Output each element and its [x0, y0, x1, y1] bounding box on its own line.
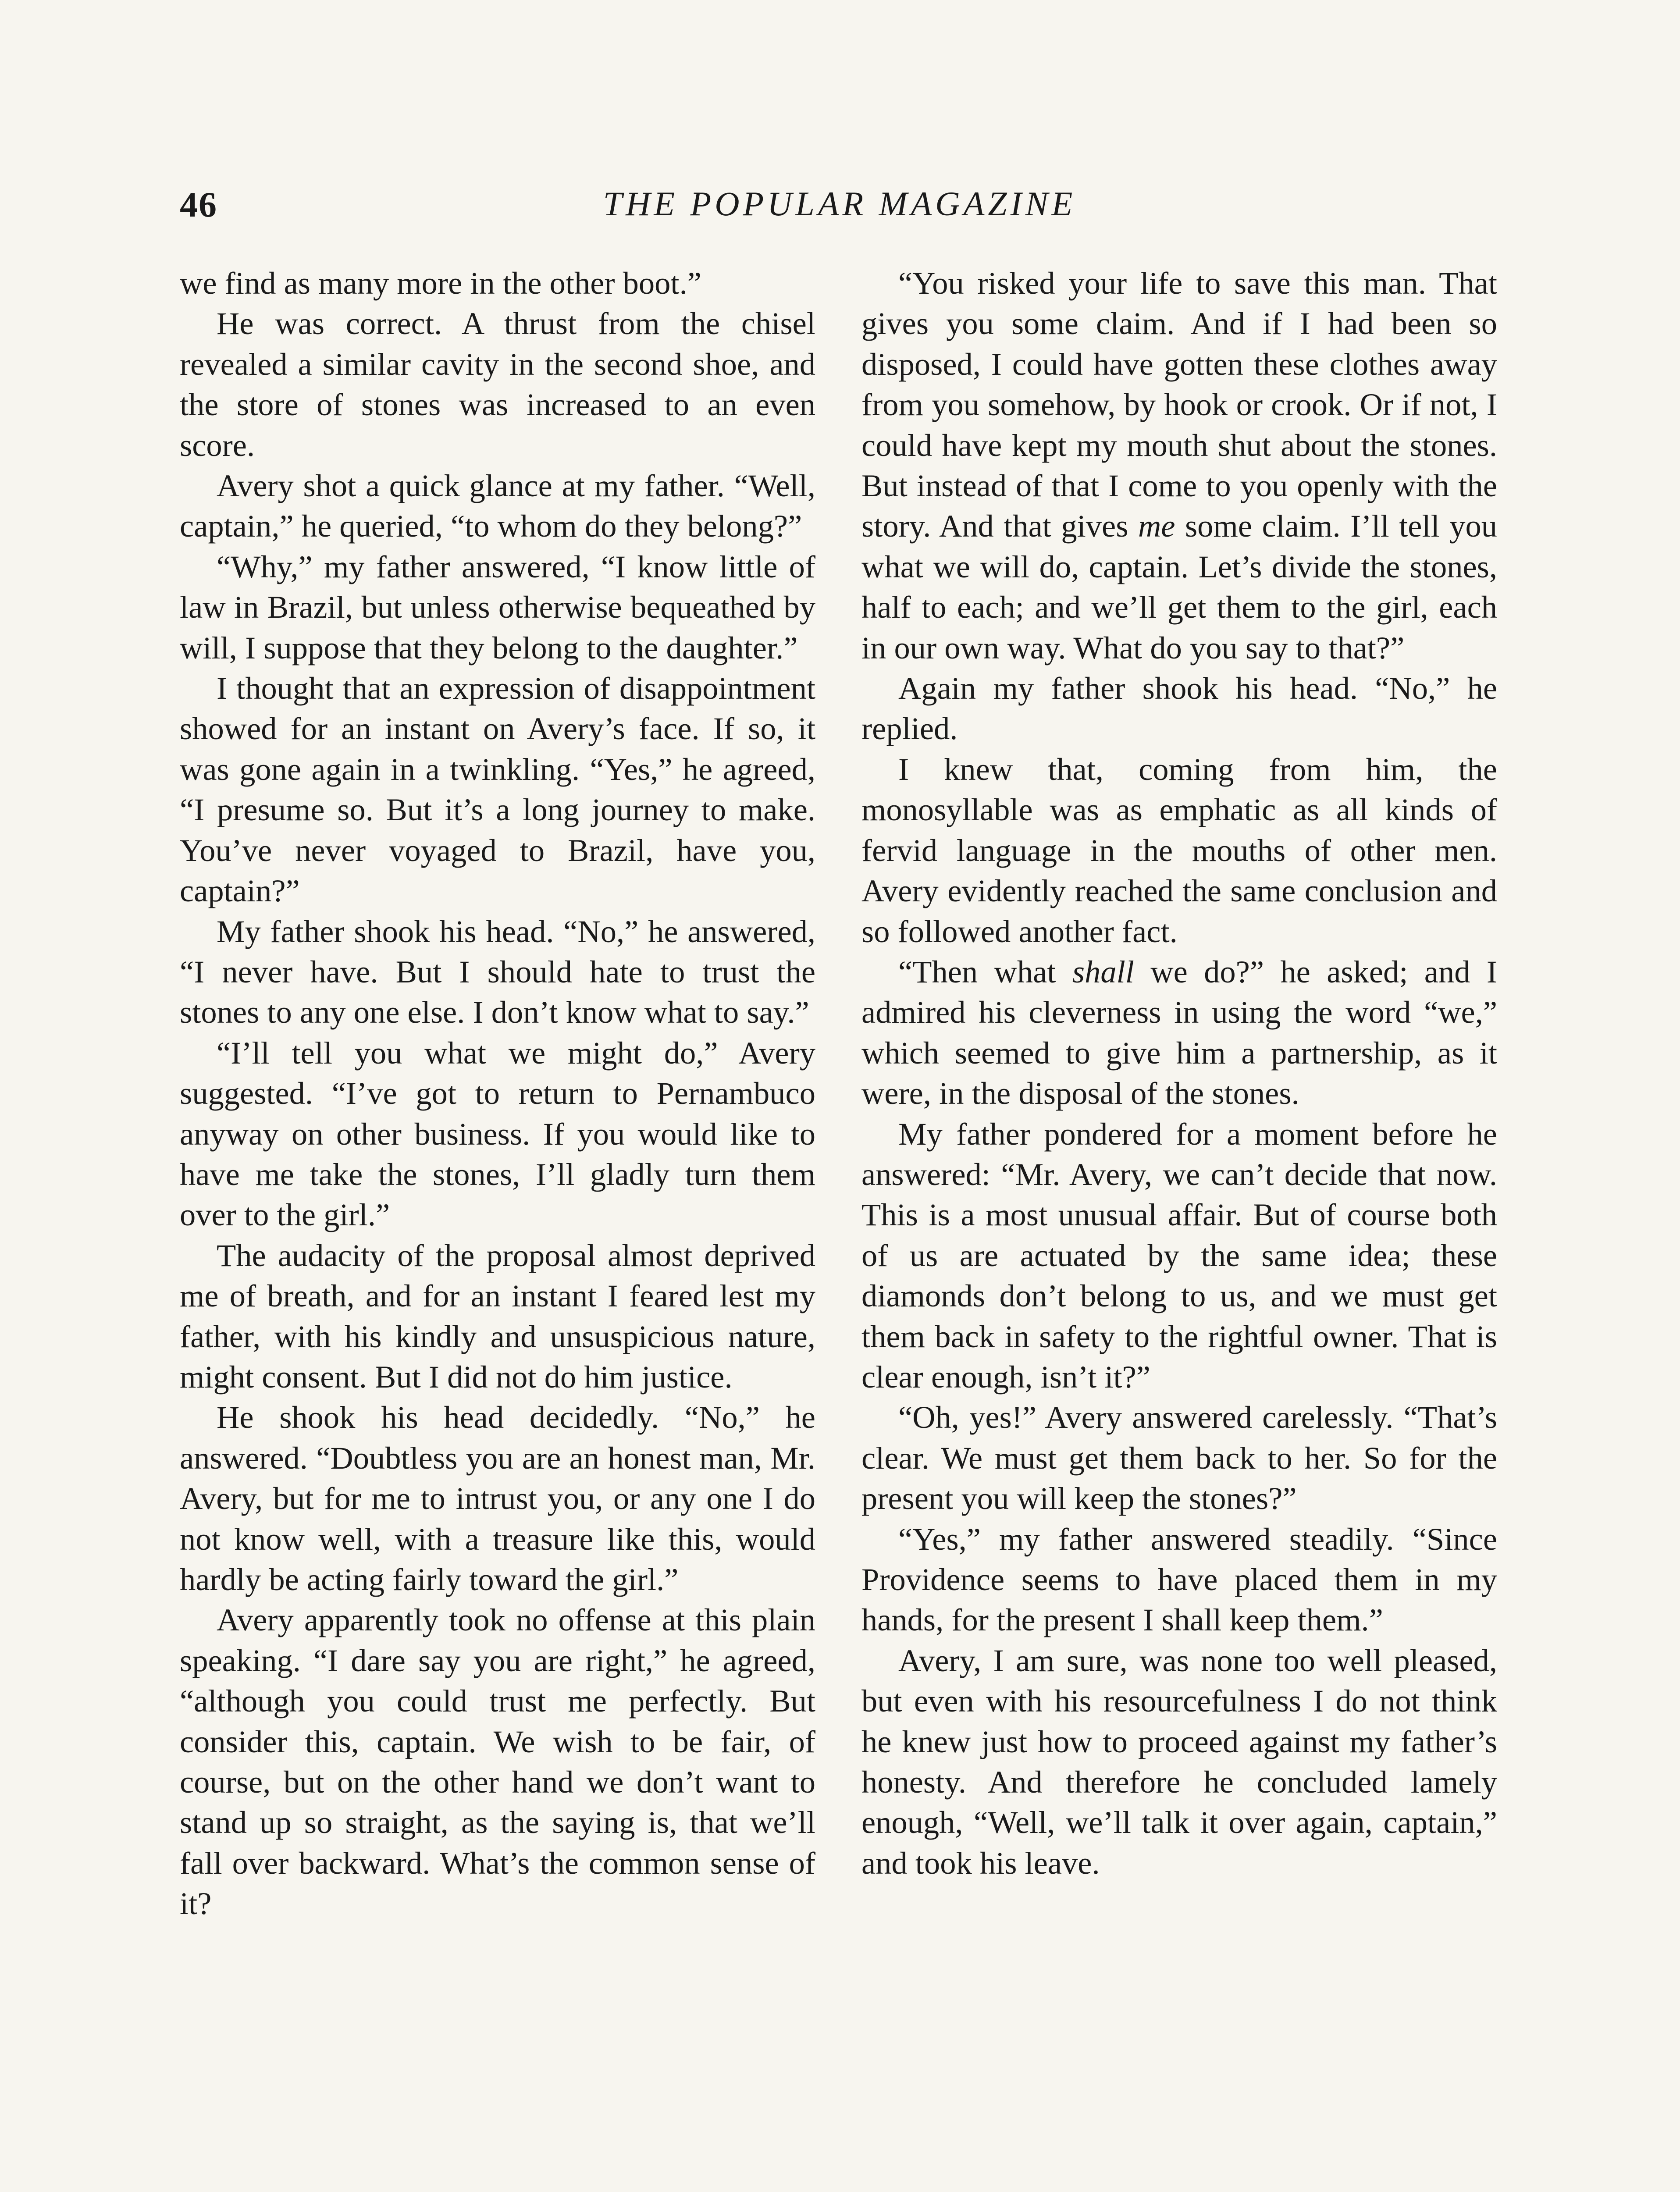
page-number: 46: [180, 185, 217, 224]
page-header: [180, 184, 1499, 232]
paragraph: Avery apparently took no offense at this plain speaking. “I dare say you are right,” he agreed, “although you could trust me perfectly. But consider this, captain. We wish to be fair, of course, but on the other hand we don’t want to stand up so straight, as the saying is, that we’ll fall over backward. What’s the common sense of it?: [180, 1602, 815, 1922]
paragraph: [861, 263, 1497, 668]
paragraph: “Why,” my father answered, “I know little of law in Brazil, but unless otherwise bequeathed by will, I suppose that they belong to the daughter.”: [180, 548, 815, 665]
paragraph: I thought that an expression of disappointment showed for an instant on Avery’s face. If so, it was gone again in a twinkling. “Yes,” he agreed, “I presume so. But it’s a long journey to make. You’ve never voyaged to Brazil, have you, captain?”: [180, 670, 815, 909]
text-run: “You risked your life to save this man. That gives you some claim. And if I had been so disposed, I could have gotten these clothes away from you somehow, by hook or crook. Or if not, I could have kept my mouth shut about the stones. But instead of that I come to you openly with the story. And that gives: [861, 265, 1497, 544]
paragraph: My father pondered for a moment before he answered: “Mr. Avery, we can’t decide that now. This is a most unusual affair. But of course both of us are actuated by the same idea; these diamonds don’t belong to us, and we must get them back in safety to the rightful owner. That is clear enough, isn’t it?”: [861, 1116, 1497, 1395]
paragraph: [861, 952, 1497, 1114]
paragraph: My father shook his head. “No,” he answered, “I never have. But I should hate to trust the stones to any one else. I don’t know what to say.”: [180, 913, 815, 1030]
emphasis: shall: [1072, 954, 1134, 989]
paragraph: “Oh, yes!” Avery answered carelessly. “That’s clear. We must get them back to her. So for the present you will keep the stones?”: [861, 1399, 1497, 1516]
paragraph: He was correct. A thrust from the chisel revealed a similar cavity in the second shoe, and the store of stones was increased to an even score.: [180, 306, 815, 463]
paragraph: The audacity of the proposal almost deprived me of breath, and for an instant I feared lest my father, with his kindly and unsuspicious nature, might consent. But I did not do him justice.: [180, 1237, 815, 1395]
paragraph: we find as many more in the other boot.”: [180, 265, 701, 301]
paragraph: “I’ll tell you what we might do,” Avery suggested. “I’ve got to return to Pernambuco anyway on other business. If you would like to have me take the stones, I’ll gladly turn them over to the girl.”: [180, 1035, 815, 1233]
right-column: [861, 263, 1497, 1883]
paragraph: Avery, I am sure, was none too well pleased, but even with his resourcefulness I do not think he knew just how to proceed against my father’s honesty. And therefore he concluded lamely enough, “Well, we’ll talk it over again, captain,” and took his leave.: [861, 1642, 1497, 1881]
text-run: some claim. I’ll tell you what we will do, captain. Let’s divide the stones, half to each; and we’ll get them to the girl, each in our own way. What do you say to that?”: [861, 508, 1497, 665]
text-run: “Then what: [898, 954, 1056, 989]
paragraph: “Yes,” my father answered steadily. “Since Providence seems to have placed them in my hands, for the present I shall keep them.”: [861, 1521, 1497, 1638]
paragraph: I knew that, coming from him, the monosyllable was as emphatic as all kinds of fervid language in the mouths of other men. Avery evidently reached the same conclusion and so followed another fact.: [861, 751, 1497, 949]
paragraph: Again my father shook his head. “No,” he replied.: [861, 670, 1497, 747]
paragraph: Avery shot a quick glance at my father. “Well, captain,” he queried, “to whom do they belong?”: [180, 468, 815, 544]
text-run: we do?” he asked; and I admired his cleverness in using the word “we,” which seemed to give him a partnership, as it were, in the disposal of the stones.: [861, 954, 1498, 1111]
emphasis: me: [1138, 508, 1175, 544]
left-column: [180, 263, 815, 1924]
paragraph: He shook his head decidedly. “No,” he answered. “Doubtless you are an honest man, Mr. Avery, but for me to intrust you, or any one I do not know well, with a treasure like this, would hardly be acting fairly toward the girl.”: [180, 1399, 815, 1597]
running-head: THE POPULAR MAGAZINE: [603, 185, 1076, 223]
